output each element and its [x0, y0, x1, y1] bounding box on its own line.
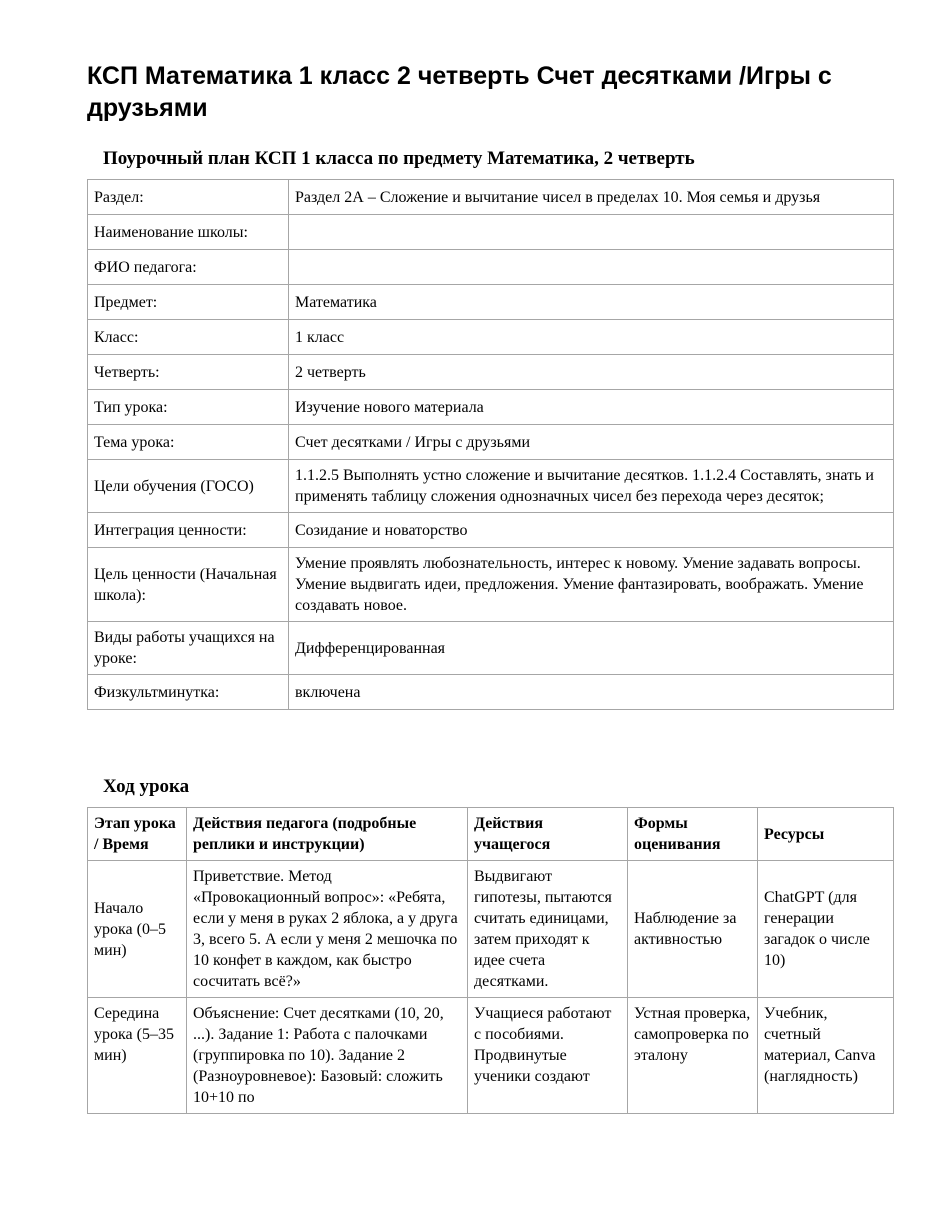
info-value: Умение проявлять любознательность, интерес к новому. Умение задавать вопросы. Умение выдвигать идеи, предложения. Умение фантазировать, воображать. Умение создавать новое. [289, 548, 894, 622]
info-label: Тема урока: [88, 425, 289, 460]
info-label: Интеграция ценности: [88, 513, 289, 548]
lesson-cell-stage: Середина урока (5–35 мин) [88, 998, 187, 1114]
info-label: Класс: [88, 320, 289, 355]
lesson-cell-teacher: Объяснение: Счет десятками (10, 20, ...). Задание 1: Работа с палочками (группировка по 10). Задание 2 (Разноуровневое): Базовый: сложить 10+10 по [187, 998, 468, 1114]
info-row [88, 548, 894, 622]
info-row [88, 622, 894, 675]
info-label: Раздел: [88, 180, 289, 215]
info-row [88, 215, 894, 250]
lesson-column-header: Формы оценивания [628, 808, 758, 861]
lesson-cell-resources: Учебник, счетный материал, Canva (наглядность) [758, 998, 894, 1114]
info-value: 2 четверть [289, 355, 894, 390]
info-value: Дифференцированная [289, 622, 894, 675]
info-value: 1 класс [289, 320, 894, 355]
lesson-column-header: Действия учащегося [468, 808, 628, 861]
lesson-row [88, 998, 894, 1114]
lesson-cell-assessment: Устная проверка, самопроверка по эталону [628, 998, 758, 1114]
info-label: Наименование школы: [88, 215, 289, 250]
lesson-cell-teacher: Приветствие. Метод «Провокационный вопрос»: «Ребята, если у меня в руках 2 яблока, а у друга 3, всего 5. А если у меня 2 мешочка по 10 конфет в каждом, как быстро сосчитать всё?» [187, 861, 468, 998]
info-value: Созидание и новаторство [289, 513, 894, 548]
info-label: Цель ценности (Начальная школа): [88, 548, 289, 622]
info-row [88, 250, 894, 285]
info-value [289, 250, 894, 285]
info-row [88, 180, 894, 215]
info-label: Физкультминутка: [88, 675, 289, 710]
lesson-row [88, 861, 894, 998]
info-row [88, 320, 894, 355]
lesson-table [87, 807, 894, 1114]
lesson-column-header: Ресурсы [758, 808, 894, 861]
info-value: Математика [289, 285, 894, 320]
lesson-cell-student: Выдвигают гипотезы, пытаются считать единицами, затем приходят к идее счета десятками. [468, 861, 628, 998]
lesson-cell-student: Учащиеся работают с пособиями. Продвинутые ученики создают [468, 998, 628, 1114]
lesson-column-header: Действия педагога (подробные реплики и инструкции) [187, 808, 468, 861]
lesson-column-header: Этап урока / Время [88, 808, 187, 861]
info-label: Тип урока: [88, 390, 289, 425]
info-row [88, 513, 894, 548]
info-row [88, 675, 894, 710]
info-value: Раздел 2А – Сложение и вычитание чисел в пределах 10. Моя семья и друзья [289, 180, 894, 215]
info-label: Предмет: [88, 285, 289, 320]
lesson-cell-assessment: Наблюдение за активностью [628, 861, 758, 998]
info-value: включена [289, 675, 894, 710]
info-row [88, 460, 894, 513]
document-title: КСП Математика 1 класс 2 четверть Счет десятками /Игры с друзьями [87, 62, 832, 122]
info-value: Изучение нового материала [289, 390, 894, 425]
info-label: Цели обучения (ГОСО) [88, 460, 289, 513]
lesson-cell-stage: Начало урока (0–5 мин) [88, 861, 187, 998]
info-table [87, 179, 894, 710]
lesson-heading: Ход урока [103, 776, 190, 797]
info-value: Счет десятками / Игры с друзьями [289, 425, 894, 460]
info-row [88, 425, 894, 460]
info-value [289, 215, 894, 250]
plan-heading: Поурочный план КСП 1 класса по предмету Математика, 2 четверть [103, 148, 695, 169]
info-row [88, 285, 894, 320]
info-label: Виды работы учащихся на уроке: [88, 622, 289, 675]
info-row [88, 390, 894, 425]
lesson-header-row [88, 808, 894, 861]
info-value: 1.1.2.5 Выполнять устно сложение и вычитание десятков. 1.1.2.4 Составлять, знать и применять таблицу сложения однозначных чисел без перехода через десяток; [289, 460, 894, 513]
info-row [88, 355, 894, 390]
info-label: ФИО педагога: [88, 250, 289, 285]
info-label: Четверть: [88, 355, 289, 390]
lesson-cell-resources: ChatGPT (для генерации загадок о числе 10) [758, 861, 894, 998]
